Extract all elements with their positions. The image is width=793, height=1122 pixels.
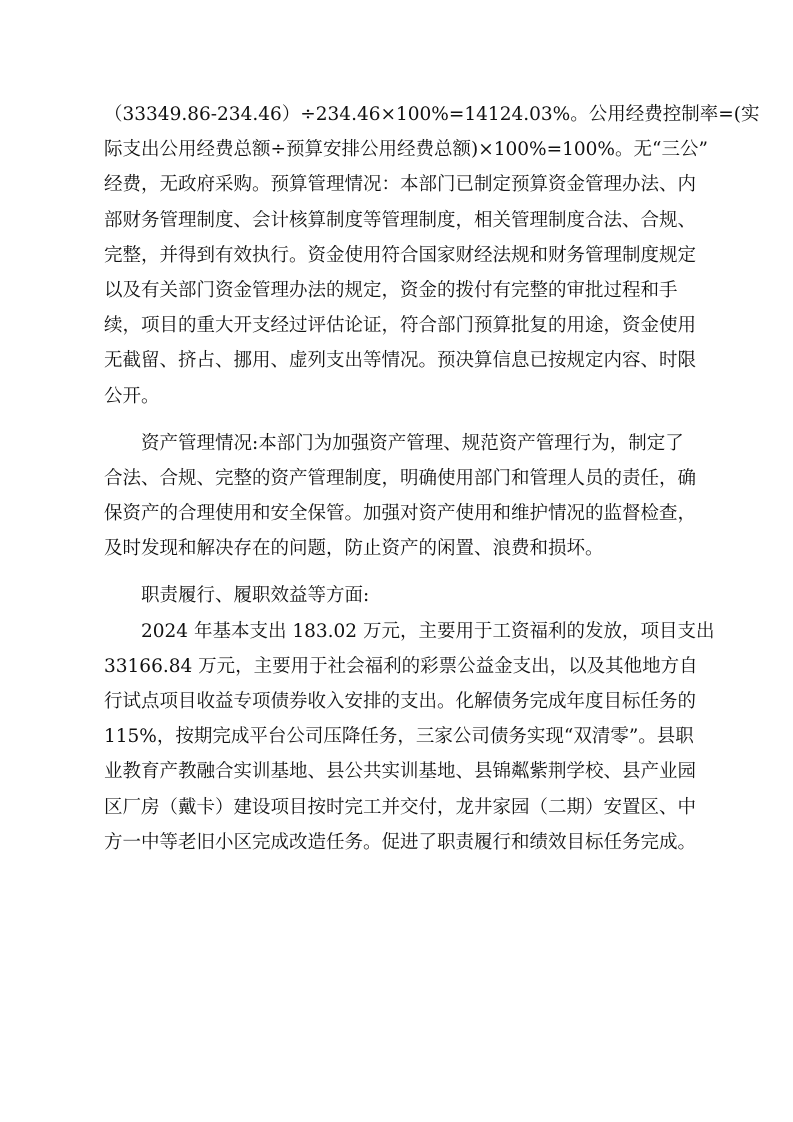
text-line: 无截留、挤占、挪用、虚列支出等情况。预决算信息已按规定内容、时限 xyxy=(104,350,697,372)
text-line: 2024 年基本支出 183.02 万元，主要用于工资福利的发放，项目支出 xyxy=(104,620,715,642)
paragraph-spacer xyxy=(104,566,700,578)
text-line: 方一中等老旧小区完成改造任务。促进了职责履行和绩效目标任务完成。 xyxy=(104,831,697,853)
paragraph-budget-management xyxy=(104,97,760,414)
text-line: 部财务管理制度、会计核算制度等管理制度，相关管理制度合法、合规、 xyxy=(104,209,697,231)
text-line: 完整，并得到有效执行。资金使用符合国家财经法规和财务管理制度规定 xyxy=(104,244,697,266)
text-line: 续，项目的重大开支经过评估论证，符合部门预算批复的用途，资金使用 xyxy=(104,315,697,337)
text-line: （33349.86-234.46）÷234.46×100%=14124.03%。公用经费控制率=(实 xyxy=(104,104,760,125)
text-line: 以及有关部门资金管理办法的规定，资金的拨付有完整的审批过程和手 xyxy=(104,279,678,301)
text-line: 际支出公用经费总额÷预算安排公用经费总额)×100%=100%。无“三公” xyxy=(104,139,708,161)
text-line: 公开。 xyxy=(104,385,160,407)
text-line: 资产管理情况:本部门为加强资产管理、规范资产管理行为，制定了 xyxy=(104,432,684,454)
section-heading-line: 职责履行、履职效益等方面: xyxy=(104,585,370,607)
text-line: 及时发现和解决存在的问题，防止资产的闲置、浪费和损坏。 xyxy=(104,538,604,560)
text-line: 区厂房（戴卡）建设项目按时完工并交付，龙井家园（二期）安置区、中 xyxy=(104,796,697,818)
text-line: 行试点项目收益专项债券收入安排的支出。化解债务完成年度目标任务的 xyxy=(104,691,697,712)
text-line: 业教育产教融合实训基地、县公共实训基地、县锦粼紫荆学校、县产业园 xyxy=(104,761,697,783)
paragraph-duty-heading xyxy=(104,578,700,613)
paragraph-asset-management xyxy=(104,426,700,567)
paragraph-spacer xyxy=(104,414,700,426)
text-line: 保资产的合理使用和安全保管。加强对资产使用和维护情况的监督检查， xyxy=(104,503,697,525)
document-body xyxy=(104,97,760,860)
text-line: 33166.84 万元，主要用于社会福利的彩票公益金支出，以及其他地方自 xyxy=(104,655,698,677)
text-line: 经费，无政府采购。预算管理情况：本部门已制定预算资金管理办法、内 xyxy=(104,174,697,196)
paragraph-duty-performance xyxy=(104,614,715,860)
text-line: 合法、合规、完整的资产管理制度，明确使用部门和管理人员的责任，确 xyxy=(104,467,697,489)
text-line: 115%，按期完成平台公司压降任务，三家公司债务实现“双清零”。县职 xyxy=(104,726,694,748)
